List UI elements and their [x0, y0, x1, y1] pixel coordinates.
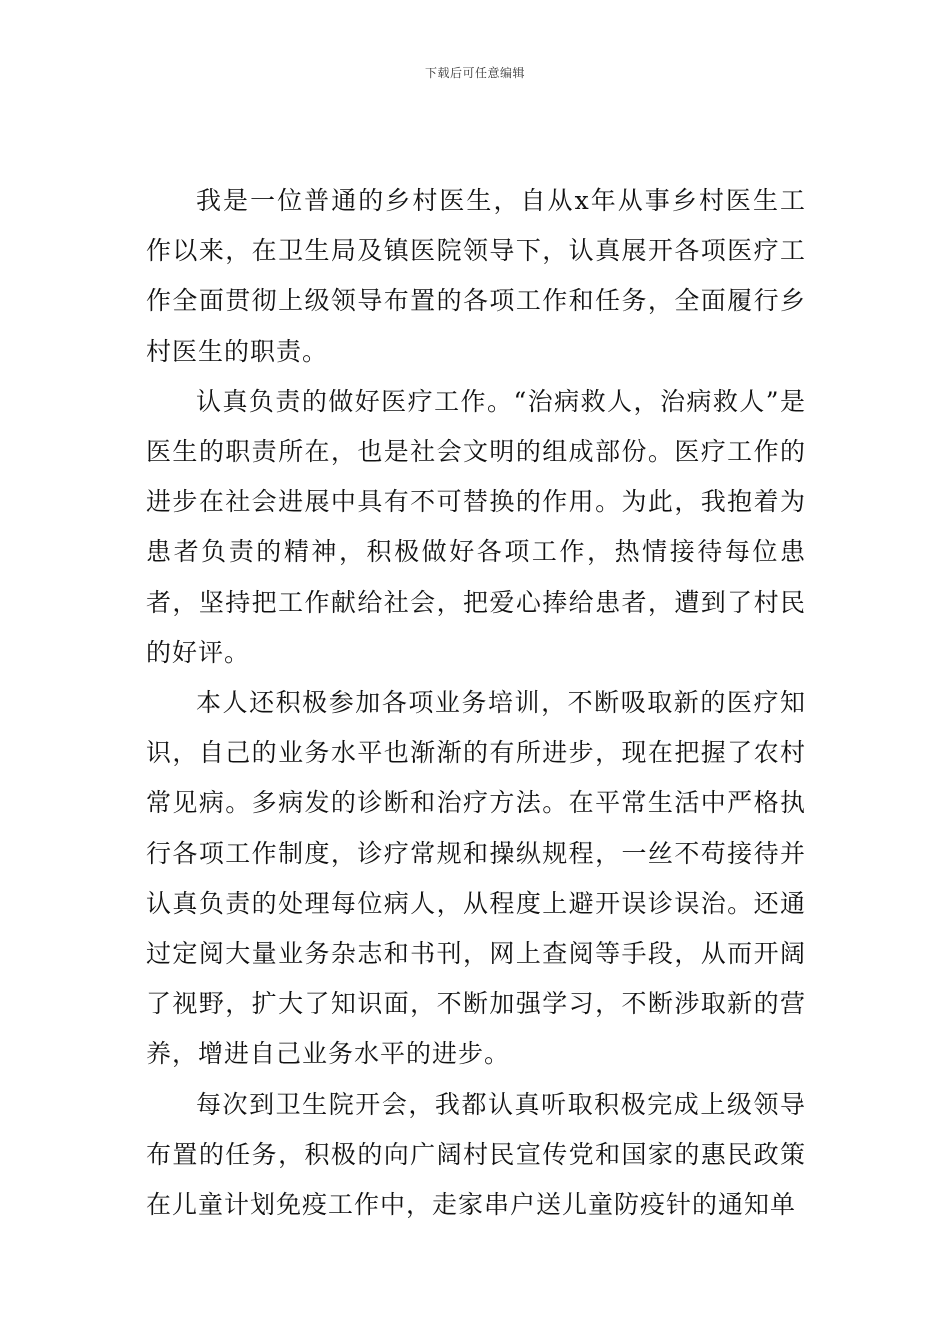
paragraph-3: 本人还积极参加各项业务培训，不断吸取新的医疗知识，自己的业务水平也渐渐的有所进步，现在把握了农村常见病。多病发的诊断和治疗方法。在平常生活中严格执行各项工作制度，诊疗常规和操纵规程，一丝不苟接待并认真负责的处理每位病人，从程度上避开误诊误治。还通过定阅大量业务杂志和书刊，网上查阅等手段，从而开阔了视野，扩大了知识面，不断加强学习，不断涉取新的营养，增进自己业务水平的进步。 — [146, 688, 806, 1069]
paragraph-4: 每次到卫生院开会，我都认真听取积极完成上级领导布置的任务，积极的向广阔村民宣传党和国家的惠民政策在儿童计划免疫工作中，走家串户送儿童防疫针的通知单 — [146, 1089, 806, 1220]
paragraph-2: 认真负责的做好医疗工作。“治病救人，治病救人”是医生的职责所在，也是社会文明的组成部份。医疗工作的进步在社会进展中具有不可替换的作用。为此，我抱着为患者负责的精神，积极做好各项工作，热情接待每位患者，坚持把工作献给社会，把爱心捧给患者，遭到了村民的好评。 — [146, 386, 806, 667]
paragraph-1: 我是一位普通的乡村医生，自从x年从事乡村医生工作以来，在卫生局及镇医院领导下，认真展开各项医疗工作全面贯彻上级领导布置的各项工作和任务，全面履行乡村医生的职责。 — [146, 186, 806, 366]
document-body — [146, 176, 806, 1230]
page-header: 下载后可任意编辑 — [424, 66, 525, 80]
